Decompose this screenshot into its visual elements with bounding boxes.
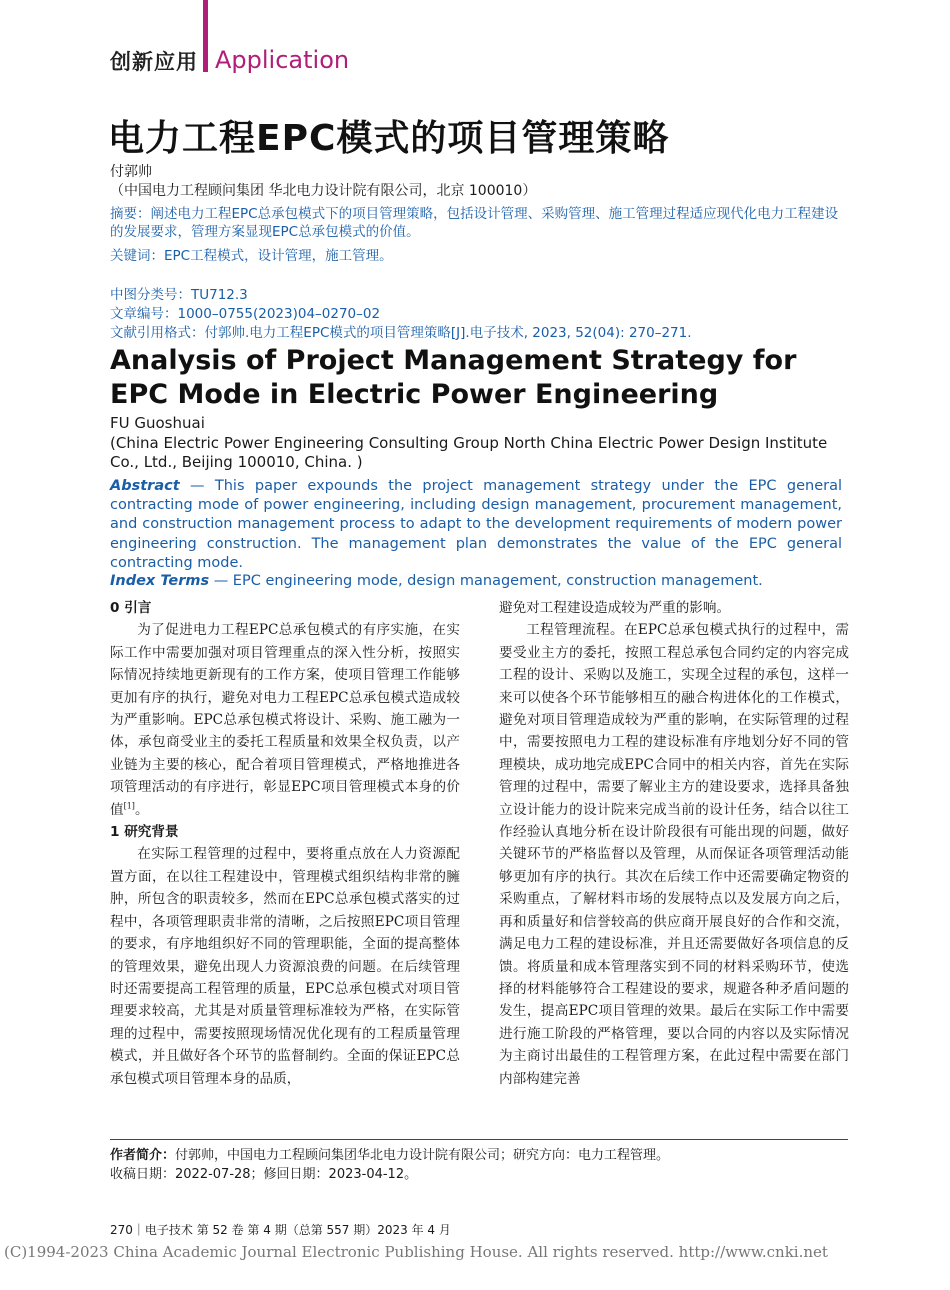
body-column-right: [499, 597, 849, 1090]
author-en: FU Guoshuai: [110, 414, 205, 432]
affiliation-cn: （中国电力工程顾问集团 华北电力设计院有限公司，北京 100010）: [110, 183, 537, 199]
affiliation-en: (China Electric Power Engineering Consulting Group North China Electric Power Design Institute Co., Ltd., Beijing 100010, China. ): [110, 434, 828, 471]
body-column-left: [110, 597, 460, 1090]
article-title-en: Analysis of Project Management Strategy for EPC Mode in Electric Power Engineering: [110, 345, 797, 410]
section-label-cn: 创新应用: [110, 50, 198, 74]
abstract-en-text: — This paper expounds the project management strategy under the EPC general contracting mode of power engineering, including design management, procurement management, and construction management process to adapt to the development requirements of modern power engineering construction. The management plan demonstrates the value of the EPC general contracting mode.: [110, 478, 842, 571]
paragraph-background-continued: 避免对工程建设造成较为严重的影响。: [499, 600, 731, 616]
abstract-label: Abstract: [110, 478, 180, 494]
footnote-divider: [110, 1139, 848, 1140]
abstract-cn: 摘要：阐述电力工程EPC总承包模式下的项目管理策略，包括设计管理、采购管理、施工管理过程适应现代化电力工程建设的发展要求，管理方案显现EPC总承包模式的价值。: [110, 206, 839, 240]
index-terms-label: Index Terms: [110, 573, 210, 589]
clc-number: 中图分类号：TU712.3: [110, 287, 248, 303]
copyright-watermark: (C)1994-2023 China Academic Journal Electronic Publishing House. All rights reserved. http://www.cnki.net: [4, 1243, 828, 1261]
section-accent-bar: [203, 0, 208, 72]
article-title-cn: 电力工程EPC模式的项目管理策略: [108, 118, 670, 159]
abstract-en: [110, 477, 842, 573]
received-dates: 收稿日期：2022-07-28；修回日期：2023-04-12。: [110, 1167, 418, 1182]
article-number: 文章编号：1000–0755(2023)04–0270–02: [110, 306, 381, 322]
author-cn: 付郭帅: [110, 164, 152, 180]
page-info: 270｜电子技术 第 52 卷 第 4 期（总第 557 期）2023 年 4 月: [110, 1223, 451, 1237]
paragraph-introduction-text: 为了促进电力工程EPC总承包模式的有序实施，在实际工作中需要加强对项目管理重点的深入性分析，按照实际情况持续地更新现有的工作方案，使项目管理工作能够更加有序的执行，避免对电力工程EPC总承包模式造成较为严重影响。EPC总承包模式将设计、采购、施工融为一体，承包商受业主的委托工程质量和效果全权负责，以产业链为主要的核心，配合着项目管理模式，严格地推进各项管理活动的有序进行，彰显EPC项目管理模式本身的价值: [110, 622, 460, 818]
paragraph-management-process: 工程管理流程。在EPC总承包模式执行的过程中，需要受业主方的委托，按照工程总承包合同约定的内容完成工程的设计、采购以及施工，实现全过程的承包，这样一来可以使各个环节能够相互的融合构进体化的工作模式，避免对项目管理造成较为严重的影响，在实际管理的过程中，需要按照电力工程的建设标准有序地划分好不同的管理模块，成功地完成EPC合同中的相关内容，首先在实际管理的过程中，需要了解业主方的建设要求，选择具备独立设计能力的设计院来完成当前的设计任务，结合以往工作经验认真地分析在设计阶段很有可能出现的问题，做好关键环节的严格监督以及管理，从而保证各项管理活动能够更加有序的执行。其次在后续工作中还需要确定物资的采购重点，了解材料市场的发展特点以及发展方向之后，再和质量好和信誉较高的供应商开展良好的合作和交流，满足电力工程的建设标准，并且还需要做好各项信息的反馈。将质量和成本管理落实到不同的材料采购环节，使选择的材料能够符合工程建设的要求，规避各种矛盾问题的发生，提高EPC项目管理的效果。最后在实际工作中需要进行施工阶段的严格管理，要以合同的内容以及实际情况为主商讨出最佳的工程管理方案，在此过程中需要在部门内部构建完善: [499, 622, 849, 1087]
index-terms: [110, 573, 763, 589]
keywords-cn: 关键词：EPC工程模式，设计管理，施工管理。: [110, 248, 393, 264]
citation-format: 文献引用格式：付郭帅.电力工程EPC模式的项目管理策略[J].电子技术, 2023, 52(04): 270–271.: [110, 325, 692, 341]
paragraph-introduction: [110, 619, 460, 821]
paragraph-end-mark: 。: [134, 801, 149, 818]
citation-ref[interactable]: [1]: [123, 801, 135, 811]
heading-background: 1 研究背景: [110, 824, 179, 841]
heading-introduction: 0 引言: [110, 600, 152, 616]
index-terms-text: — EPC engineering mode, design management, construction management.: [209, 573, 763, 589]
author-bio-label: 作者简介：: [110, 1148, 176, 1163]
author-bio: [110, 1144, 669, 1163]
paragraph-background: 在实际工程管理的过程中，要将重点放在人力资源配置方面，在以往工程建设中，管理模式组织结构非常的臃肿，所包含的职责较多，然而在EPC总承包模式落实的过程中，各项管理职责非常的清晰，之后按照EPC项目管理的要求，有序地组织好不同的管理职能，全面的提高整体的管理效果，避免出现人力资源浪费的问题。在后续管理时还需要提高工程管理的质量，EPC总承包模式对项目管理要求较高，尤其是对质量管理标准较为严格，在实际管理的过程中，需要按照现场情况优化现有的工程质量管理模式，并且做好各个环节的监督制约。全面的保证EPC总承包模式项目管理本身的品质，: [110, 846, 460, 1087]
section-label-en: Application: [215, 46, 350, 74]
author-bio-text: 付郭帅，中国电力工程顾问集团华北电力设计院有限公司；研究方向：电力工程管理。: [175, 1148, 670, 1163]
